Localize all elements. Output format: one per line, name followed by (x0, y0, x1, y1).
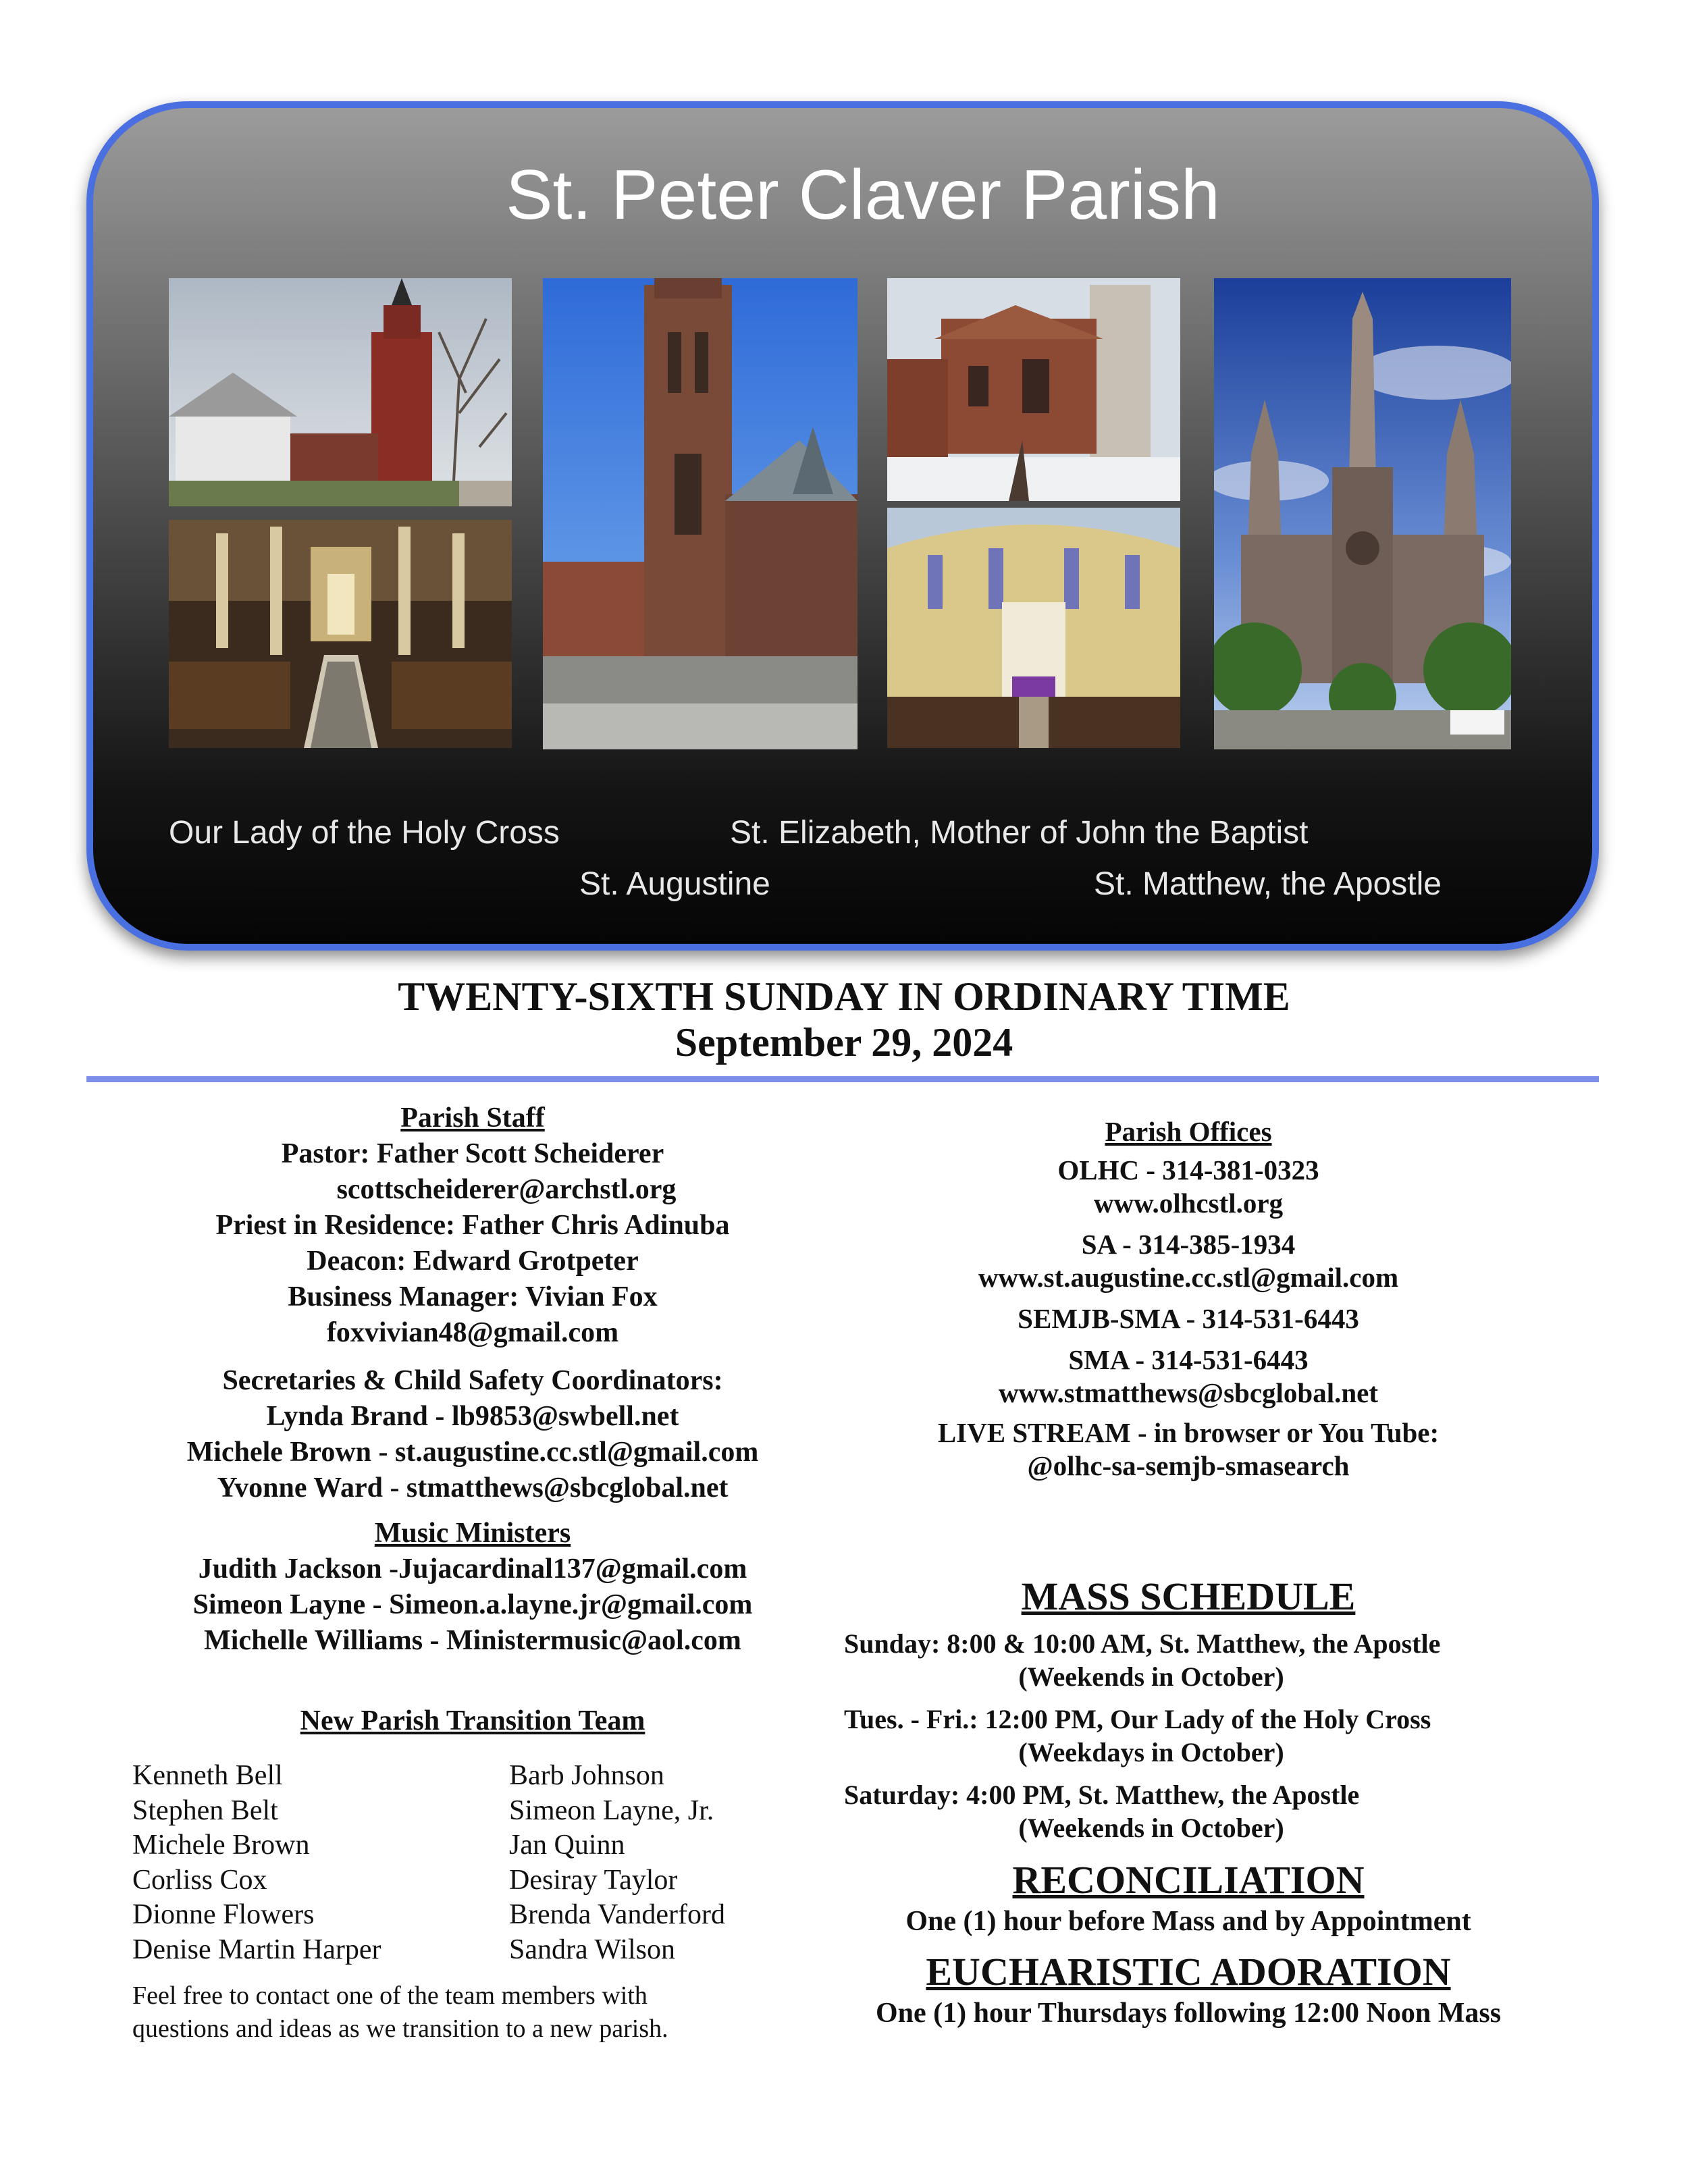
live-stream-handle[interactable]: @olhc-sa-semjb-smasearch (1027, 1450, 1350, 1481)
team-member: Denise Martin Harper (132, 1934, 381, 1965)
sa-website[interactable]: www.st.augustine.cc.stl@gmail.com (978, 1262, 1399, 1293)
team-member: Simeon Layne, Jr. (509, 1794, 714, 1826)
saturday-mass: Saturday: 4:00 PM, St. Matthew, the Apostle (844, 1780, 1360, 1810)
secretary-line: Michele Brown - st.augustine.cc.stl@gmail.com (186, 1437, 759, 1468)
team-member: Desiray Taylor (509, 1864, 678, 1896)
secretary-line: Lynda Brand - lb9853@swbell.net (266, 1401, 679, 1432)
parish-offices-title: Parish Offices (1105, 1116, 1272, 1147)
deacon-line: Deacon: Edward Grotpeter (307, 1246, 639, 1277)
pastor-email[interactable]: scottscheiderer@archstl.org (336, 1174, 677, 1205)
reconciliation-section (844, 1857, 1533, 1940)
priest-line: Priest in Residence: Father Chris Adinuba (215, 1210, 730, 1241)
parish-staff-section (142, 1100, 803, 1739)
st-elizabeth-exterior-photo (887, 278, 1180, 501)
adoration-title: EUCHARISTIC ADORATION (926, 1950, 1451, 1994)
banner-title: St. Peter Claver Parish (506, 156, 1220, 234)
transition-team-left-list (132, 1759, 381, 1967)
st-matthew-photo (1214, 278, 1511, 749)
saturday-mass-note: (Weekends in October) (1018, 1813, 1284, 1843)
team-member: Barb Johnson (509, 1760, 664, 1791)
team-member: Dionne Flowers (132, 1899, 315, 1930)
adoration-text: One (1) hour Thursdays following 12:00 Noon Mass (875, 1998, 1502, 2029)
caption-sa: St. Augustine (579, 866, 770, 902)
music-ministers-title: Music Ministers (374, 1518, 571, 1549)
team-member: Brenda Vanderford (509, 1899, 725, 1930)
live-stream-line: LIVE STREAM - in browser or You Tube: (937, 1417, 1440, 1448)
st-augustine-photo (543, 278, 858, 749)
parish-banner (86, 101, 1599, 951)
section-divider (86, 1076, 1599, 1082)
sa-phone: SA - 314-385-1934 (1081, 1229, 1296, 1260)
olhc-website[interactable]: www.olhcstl.org (1093, 1188, 1284, 1219)
sunday-mass-note: (Weekends in October) (1018, 1661, 1284, 1692)
st-elizabeth-interior-photo (887, 508, 1180, 748)
mass-schedule-section (844, 1573, 1533, 1620)
note-line: questions and ideas as we transition to a new parish. (132, 2015, 668, 2043)
reconciliation-text: One (1) hour before Mass and by Appointment (905, 1906, 1471, 1937)
sma-phone: SMA - 314-531-6443 (1068, 1344, 1309, 1375)
team-member: Jan Quinn (509, 1830, 625, 1861)
transition-team-title: New Parish Transition Team (300, 1705, 645, 1736)
semjb-phone: SEMJB-SMA - 314-531-6443 (1018, 1303, 1359, 1334)
caption-olhc: Our Lady of the Holy Cross (169, 815, 560, 851)
music-minister-line: Judith Jackson -Jujacardinal137@gmail.com (198, 1553, 747, 1584)
parish-staff-title: Parish Staff (400, 1102, 545, 1134)
secretary-line: Yvonne Ward - stmatthews@sbcglobal.net (217, 1472, 729, 1503)
business-manager-email[interactable]: foxvivian48@gmail.com (326, 1317, 619, 1348)
parish-offices-section (844, 1115, 1533, 1483)
transition-team-note (132, 1979, 668, 2046)
pastor-line: Pastor: Father Scott Scheiderer (281, 1138, 664, 1169)
caption-semjb: St. Elizabeth, Mother of John the Baptist (730, 815, 1309, 851)
mass-schedule-title: MASS SCHEDULE (1021, 1574, 1356, 1618)
olhc-interior-photo (169, 520, 512, 748)
caption-sma: St. Matthew, the Apostle (1094, 866, 1442, 902)
team-member: Michele Brown (132, 1830, 310, 1861)
occasion-heading: TWENTY-SIXTH SUNDAY IN ORDINARY TIME (398, 974, 1290, 1019)
bulletin-date: September 29, 2024 (675, 1020, 1013, 1065)
note-line: Feel free to contact one of the team members with (132, 1981, 648, 2010)
sma-website[interactable]: www.stmatthews@sbcglobal.net (998, 1377, 1379, 1408)
secretaries-title: Secretaries & Child Safety Coordinators: (222, 1365, 723, 1396)
olhc-exterior-photo (169, 278, 512, 506)
reconciliation-title: RECONCILIATION (1012, 1858, 1365, 1902)
business-manager-line: Business Manager: Vivian Fox (288, 1281, 658, 1312)
mass-times (844, 1627, 1533, 1844)
olhc-phone: OLHC - 314-381-0323 (1057, 1154, 1319, 1186)
weekday-mass-note: (Weekdays in October) (1018, 1737, 1284, 1767)
transition-team-right-list (509, 1759, 725, 1967)
adoration-section (844, 1948, 1533, 2031)
team-member: Stephen Belt (132, 1794, 278, 1826)
music-minister-line: Michelle Williams - Ministermusic@aol.com (204, 1625, 741, 1656)
weekday-mass: Tues. - Fri.: 12:00 PM, Our Lady of the Holy Cross (844, 1704, 1431, 1734)
team-member: Sandra Wilson (509, 1934, 676, 1965)
sunday-mass: Sunday: 8:00 & 10:00 AM, St. Matthew, the Apostle (844, 1628, 1441, 1659)
team-member: Corliss Cox (132, 1864, 267, 1896)
music-minister-line: Simeon Layne - Simeon.a.layne.jr@gmail.com (192, 1589, 753, 1620)
team-member: Kenneth Bell (132, 1760, 283, 1791)
